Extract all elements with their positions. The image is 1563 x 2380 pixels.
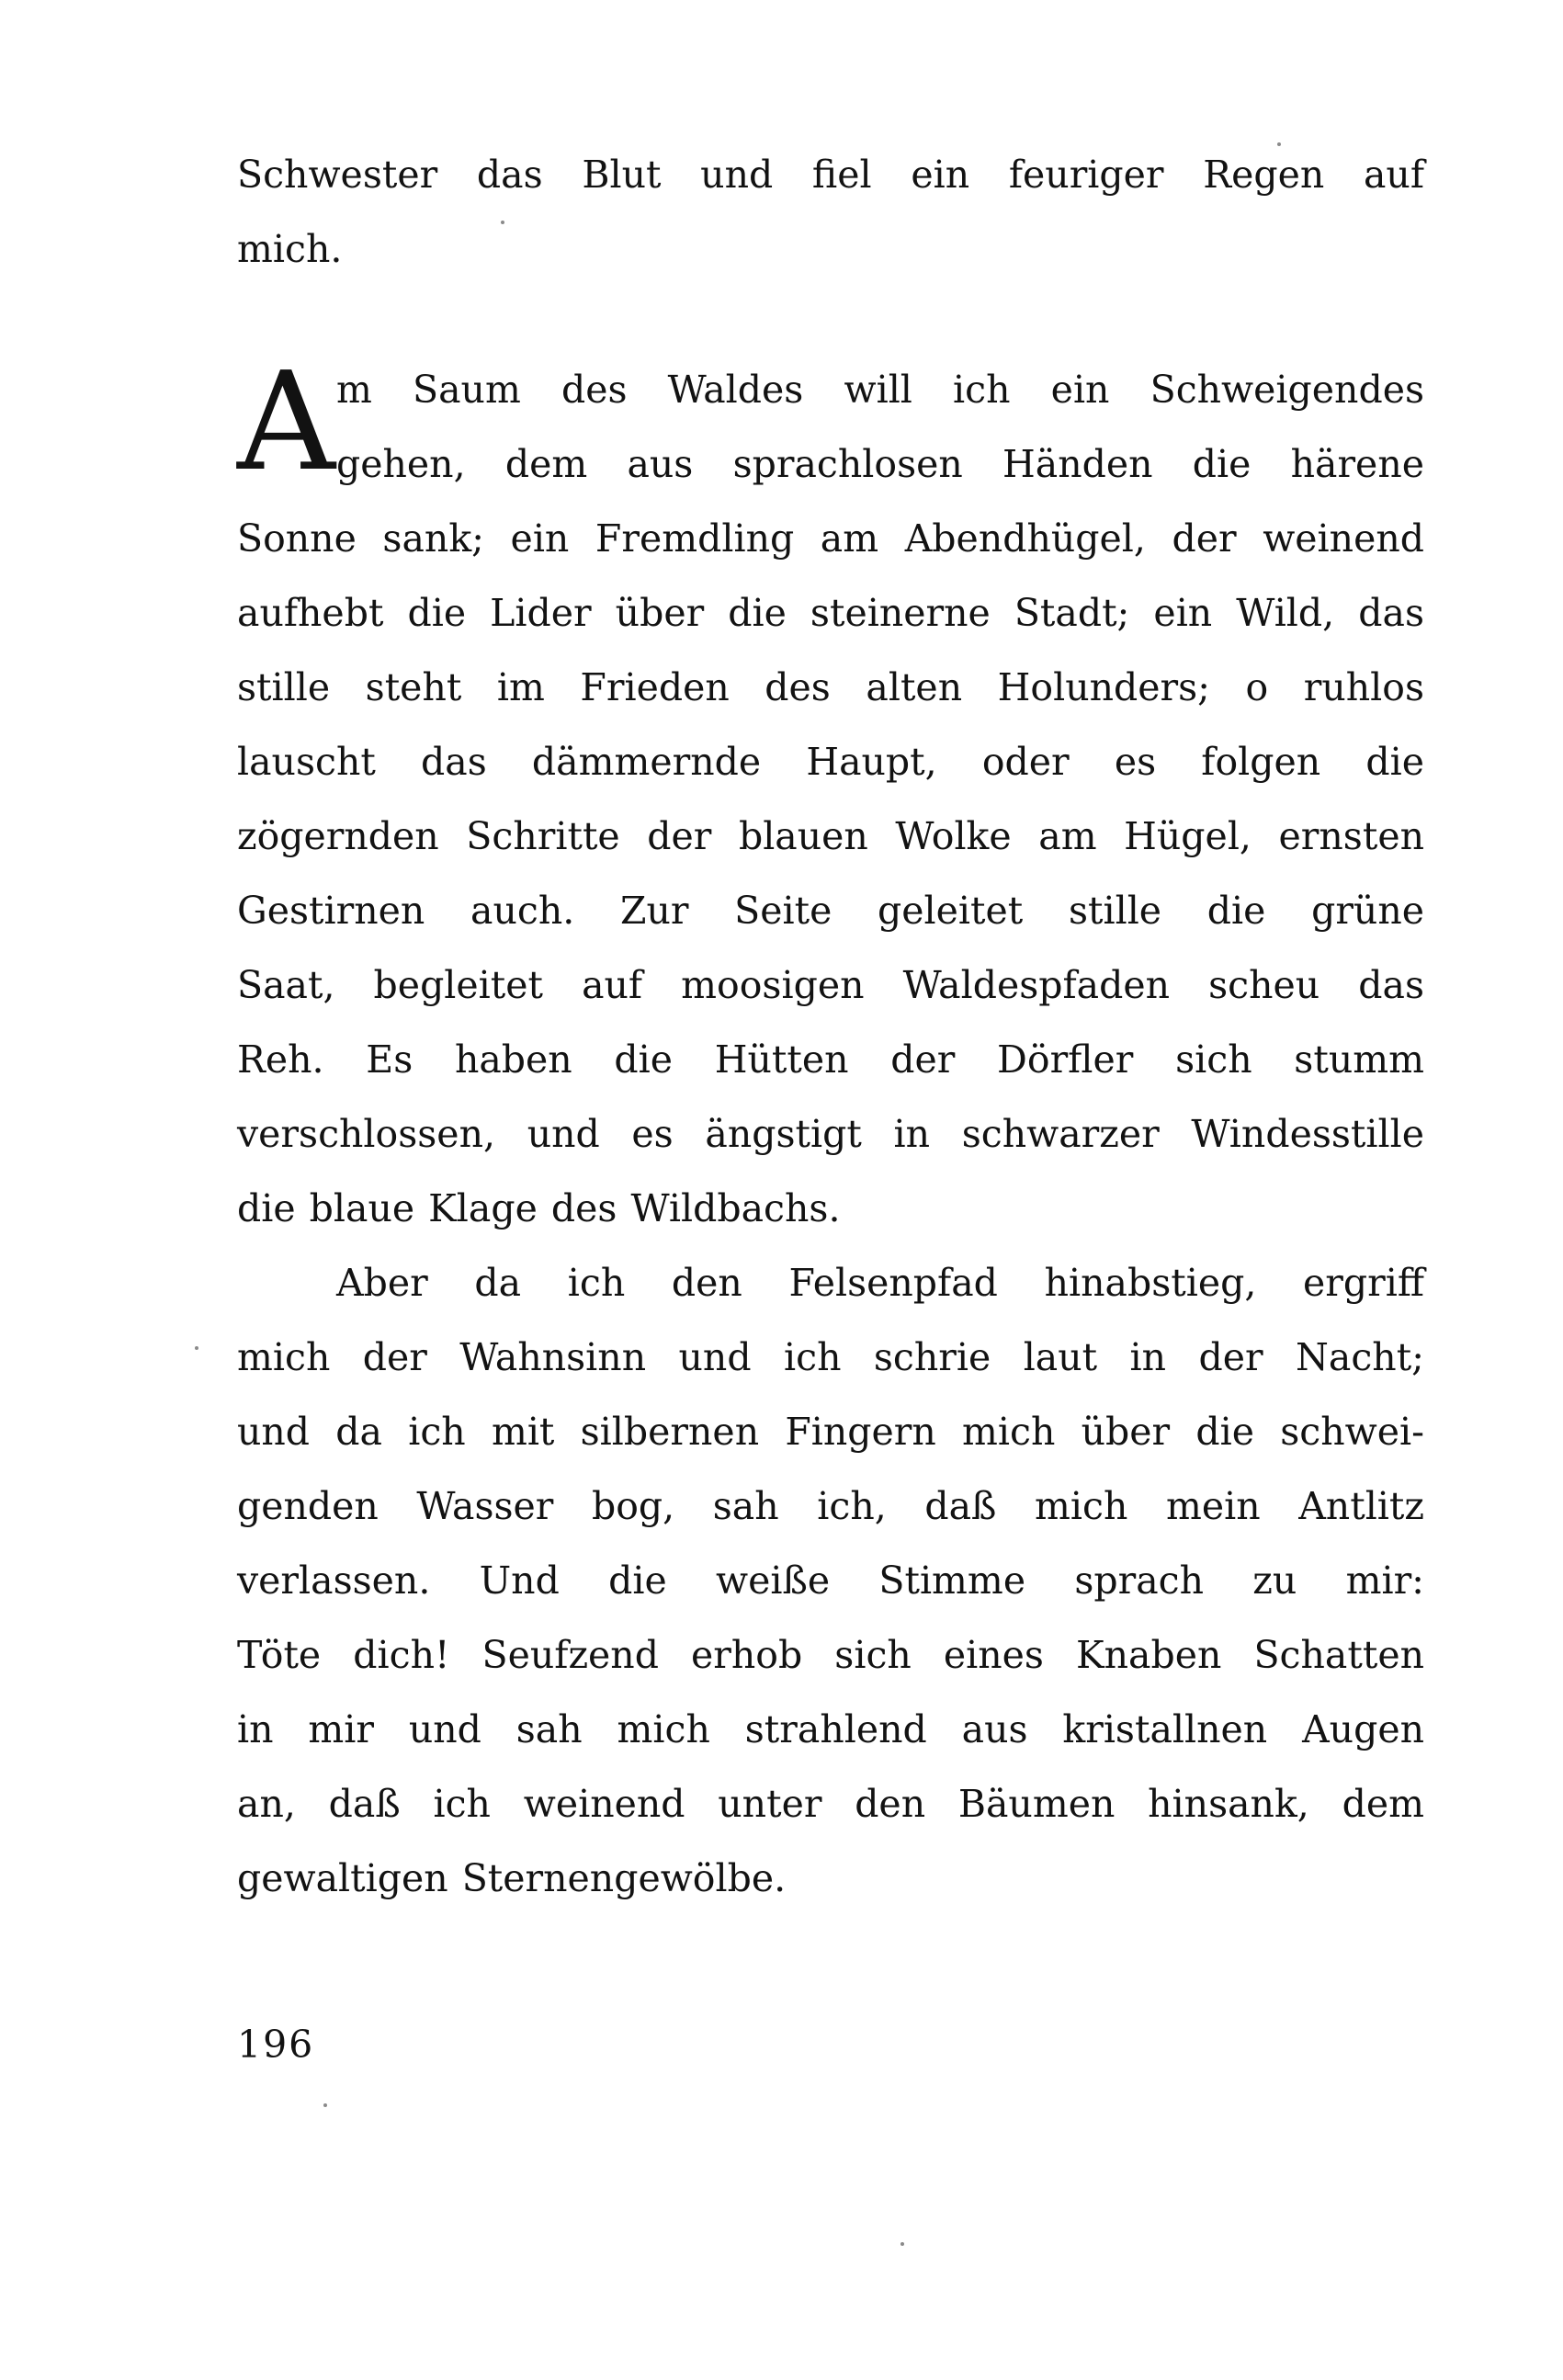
text-line: an, daß ich weinend unter den Bäumen hinsank, dem <box>237 1782 1424 1826</box>
page-number: 196 <box>237 2023 315 2067</box>
text-line: und da ich mit silbernen Fingern mich über die schwei- <box>237 1410 1424 1454</box>
text-line: gehen, dem aus sprachlosen Händen die härene <box>336 442 1424 486</box>
text-line: Reh. Es haben die Hütten der Dörfler sich stumm <box>237 1037 1424 1082</box>
continuation-paragraph <box>237 138 1424 287</box>
scan-speck <box>195 1346 198 1350</box>
text-line: gewaltigen Sternengewölbe. <box>237 1856 787 1900</box>
text-line: Saat, begleitet auf moosigen Waldespfaden scheu das <box>237 963 1424 1007</box>
text-line: Töte dich! Seufzend erhob sich eines Knaben Schatten <box>237 1633 1424 1677</box>
text-line: Sonne sank; ein Fremdling am Abendhügel, der weinend <box>237 516 1424 561</box>
text-line: Schwester das Blut und fiel ein feuriger Regen auf <box>237 153 1424 197</box>
scan-speck <box>323 2103 327 2107</box>
text-line: verlassen. Und die weiße Stimme sprach zu mir: <box>237 1558 1424 1603</box>
text-line: Aber da ich den Felsenpfad hinabstieg, ergriff <box>336 1261 1424 1305</box>
scan-speck <box>900 2242 904 2246</box>
text-line: stille steht im Frieden des alten Holunders; o ruhlos <box>237 665 1424 709</box>
text-line: m Saum des Waldes will ich ein Schweigendes <box>336 368 1424 412</box>
drop-cap-letter: A <box>237 343 335 501</box>
text-line: Gestirnen auch. Zur Seite geleitet stille die grüne <box>237 889 1424 933</box>
scan-speck <box>501 221 504 224</box>
text-line: zögernden Schritte der blauen Wolke am Hügel, ernsten <box>237 814 1424 858</box>
text-line: mich der Wahnsinn und ich schrie laut in der Nacht; <box>237 1335 1424 1379</box>
text-line: verschlossen, und es ängstigt in schwarzer Windesstille <box>237 1112 1424 1156</box>
text-line: mich. <box>237 227 343 271</box>
text-line: die blaue Klage des Wildbachs. <box>237 1186 841 1230</box>
scan-speck <box>1277 142 1281 146</box>
text-line: lauscht das dämmernde Haupt, oder es folgen die <box>237 740 1424 784</box>
drop-cap-paragraph <box>237 343 1424 1246</box>
text-line: aufhebt die Lider über die steinerne Stadt; ein Wild, das <box>237 591 1424 635</box>
text-line: genden Wasser bog, sah ich, daß mich mein Antlitz <box>237 1484 1424 1528</box>
final-paragraph <box>237 1246 1424 1916</box>
text-line: in mir und sah mich strahlend aus kristallnen Augen <box>237 1707 1424 1751</box>
